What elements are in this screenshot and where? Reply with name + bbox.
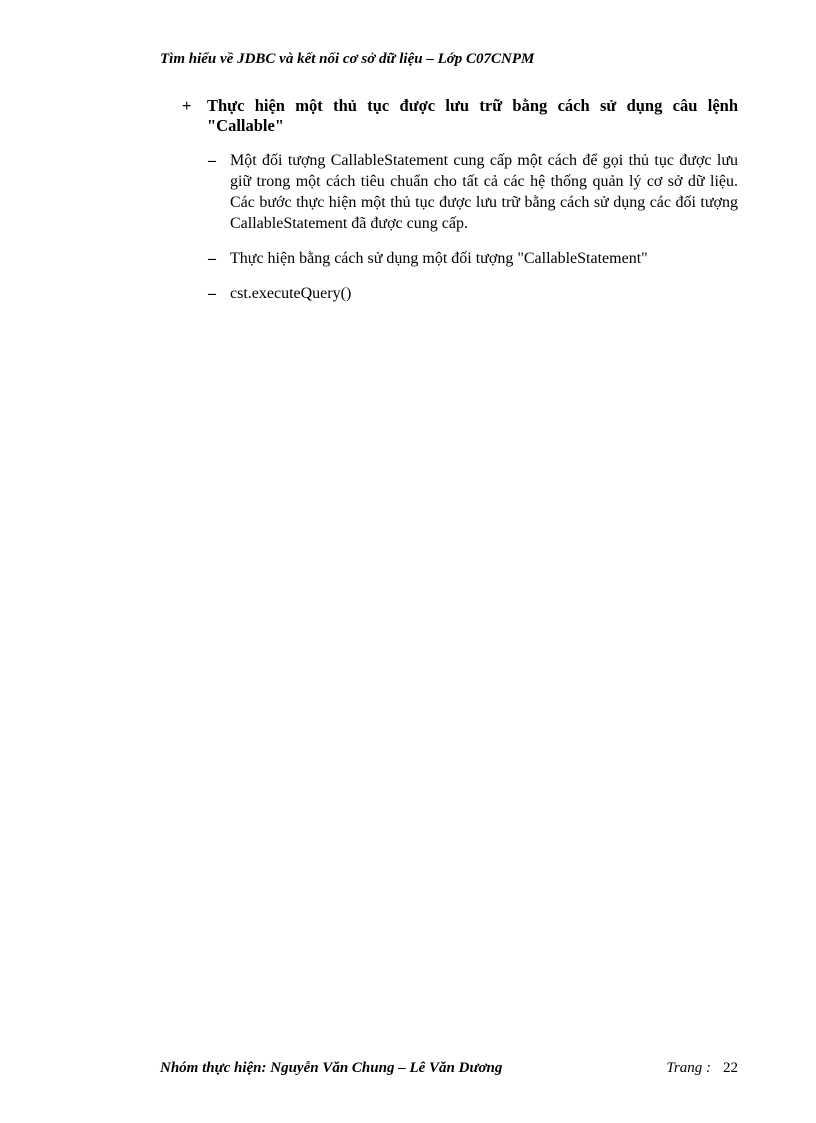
page-footer [160, 1058, 738, 1078]
footer-page-info [666, 1058, 738, 1078]
footer-group-names: Nhóm thực hiện: Nguyễn Văn Chung – Lê Văn Dương [160, 1060, 503, 1076]
page-label: Trang : [666, 1060, 711, 1076]
list-item [180, 248, 738, 269]
header-title: Tìm hiểu về JDBC và kết nối cơ sở dữ liệu – Lớp C07CNPM [160, 51, 535, 67]
section-heading [180, 96, 738, 136]
list-item-text: Một đối tượng CallableStatement cung cấp một cách để gọi thủ tục được lưu giữ trong một cách tiêu chuẩn cho tất cả các hệ thống quản lý cơ sở dữ liệu. Các bước thực hiện một thủ tục được lưu trữ bằng cách sử dụng các đối tượng CallableStatement đã được cung cấp. [230, 152, 738, 232]
dash-bullet-icon: – [208, 285, 216, 302]
dash-bullet-icon: – [208, 250, 216, 267]
list-item-text: Thực hiện bằng cách sử dụng một đối tượng "CallableStatement" [230, 250, 648, 267]
dash-bullet-icon: – [208, 152, 216, 169]
section-heading-text: Thực hiện một thủ tục được lưu trữ bằng cách sử dụng câu lệnh "Callable" [207, 96, 738, 135]
list-item [180, 150, 738, 234]
page-number: 22 [723, 1060, 738, 1076]
document-content [180, 96, 738, 318]
sub-item-list [180, 150, 738, 304]
plus-bullet-icon: + [182, 96, 192, 115]
page-header [160, 50, 740, 68]
list-item [180, 283, 738, 304]
list-item-text: cst.executeQuery() [230, 285, 352, 302]
